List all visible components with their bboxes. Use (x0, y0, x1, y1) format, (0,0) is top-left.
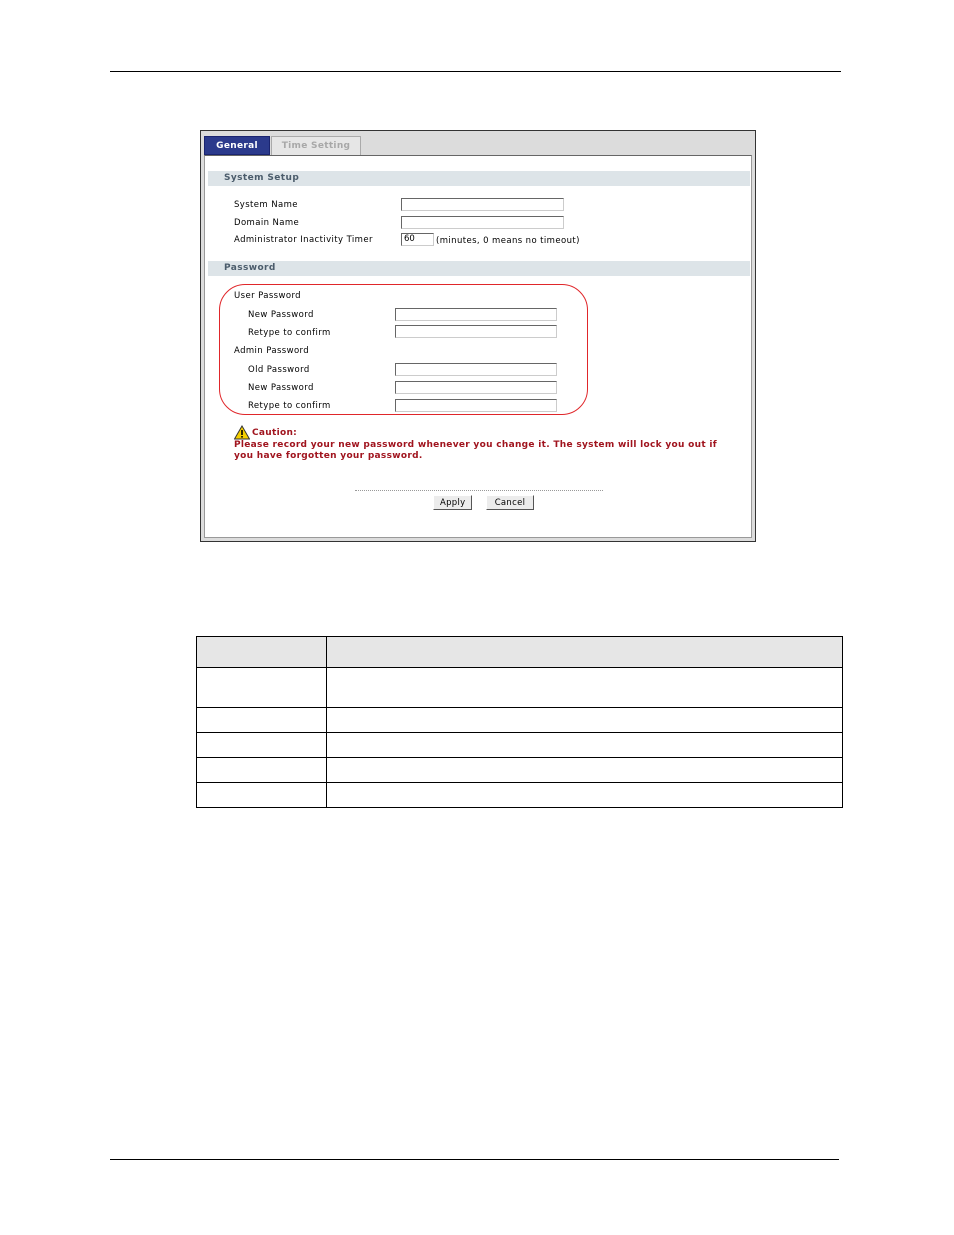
admin-new-password-input[interactable] (395, 381, 557, 394)
table-cell (197, 783, 327, 808)
table-cell (197, 758, 327, 783)
user-retype-input[interactable] (395, 325, 557, 338)
inactivity-timer-input[interactable] (401, 233, 434, 246)
table-cell (327, 783, 843, 808)
page-footer-rule (110, 1159, 839, 1160)
table-header-row (197, 637, 843, 668)
table-cell (327, 758, 843, 783)
button-divider (355, 490, 603, 491)
user-new-password-label: New Password (248, 310, 314, 320)
system-setup-header: System Setup (208, 171, 750, 186)
admin-old-password-label: Old Password (248, 365, 310, 375)
inactivity-timer-hint: (minutes, 0 means no timeout) (436, 236, 580, 246)
tab-time-setting[interactable]: Time Setting (271, 136, 361, 155)
table-header-cell (197, 637, 327, 668)
table-row (197, 733, 843, 758)
system-name-input[interactable] (401, 198, 564, 211)
admin-old-password-input[interactable] (395, 363, 557, 376)
table-header-cell (327, 637, 843, 668)
domain-name-input[interactable] (401, 216, 564, 229)
cancel-button[interactable]: Cancel (486, 495, 534, 510)
system-name-label: System Name (234, 200, 298, 210)
admin-retype-input[interactable] (395, 399, 557, 412)
caution-text: Please record your new password whenever you change it. The system will lock you out if you have forgotten your password. (234, 440, 717, 461)
user-new-password-input[interactable] (395, 308, 557, 321)
field-description-table (196, 636, 843, 808)
table-cell (327, 668, 843, 708)
page-header-rule (110, 71, 841, 72)
admin-new-password-label: New Password (248, 383, 314, 393)
table-row (197, 783, 843, 808)
inactivity-timer-label: Administrator Inactivity Timer (234, 235, 373, 245)
table-cell (327, 733, 843, 758)
table-cell (197, 708, 327, 733)
general-panel (204, 155, 752, 538)
warning-icon (234, 425, 250, 440)
admin-retype-label: Retype to confirm (248, 401, 331, 411)
table-cell (197, 668, 327, 708)
domain-name-label: Domain Name (234, 218, 300, 228)
user-retype-label: Retype to confirm (248, 328, 331, 338)
tab-general[interactable]: General (204, 136, 270, 155)
admin-password-label: Admin Password (234, 346, 310, 356)
screenshot-frame (200, 130, 756, 542)
table-cell (197, 733, 327, 758)
table-row (197, 758, 843, 783)
table-row (197, 668, 843, 708)
caution-title: Caution: (252, 428, 298, 438)
table-row (197, 708, 843, 733)
password-header: Password (208, 261, 750, 276)
apply-button[interactable]: Apply (433, 495, 472, 510)
user-password-label: User Password (234, 291, 301, 301)
table-cell (327, 708, 843, 733)
